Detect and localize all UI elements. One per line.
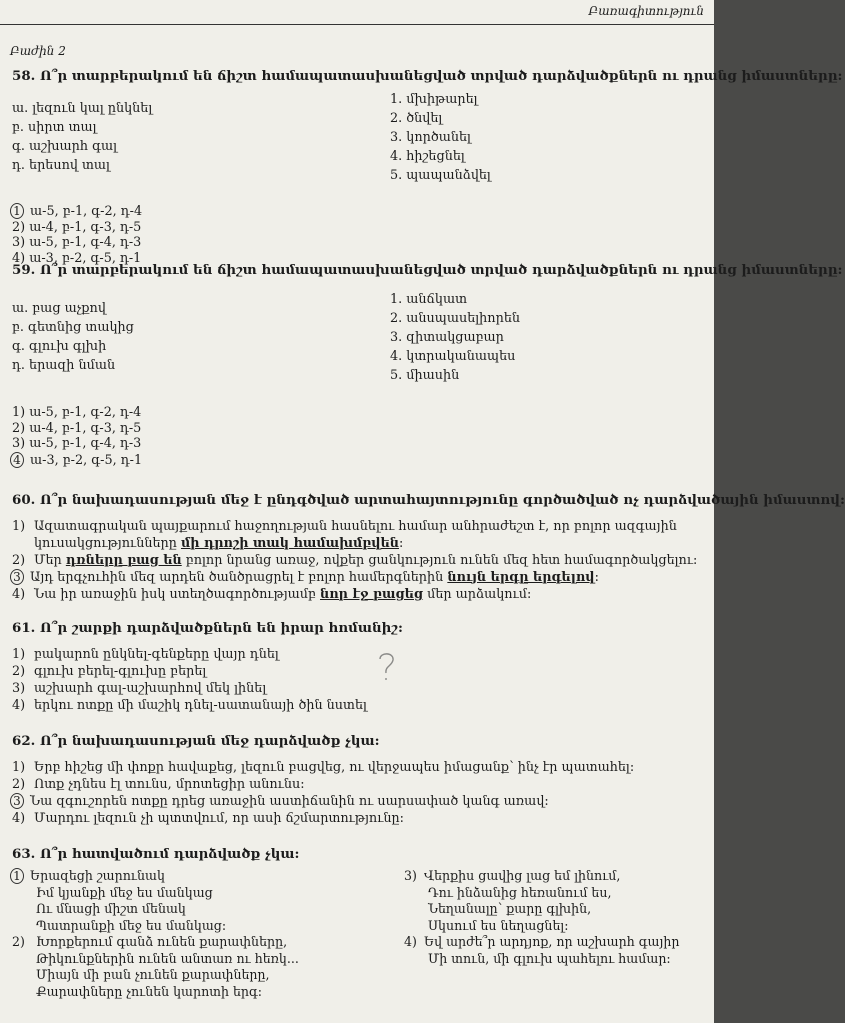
matching-columns [12, 290, 702, 383]
left-item: գ. աշխարհ գալ [12, 139, 118, 154]
right-item: 2. անսպասելիորեն [390, 311, 520, 326]
left-item: բ. սիրտ տալ [12, 120, 97, 135]
right-item: 4. հիշեցնել [390, 149, 465, 164]
question-number: 62. [12, 733, 36, 749]
right-column [390, 290, 520, 385]
circled-mark: 3 [10, 793, 24, 809]
left-item: բ. գետնից տակից [12, 320, 134, 335]
answer-options [12, 759, 702, 827]
answer-option-4[interactable]: 4) Նա իր առաջին իսկ ստեղծագործությամբ նոր էջ բացեց մեր արձակում: [12, 587, 532, 602]
answer-option-1[interactable]: 1) Ազատագրական պայքարում հաջողության հասնելու համար անհրաժեշտ է, որ բոլոր ազգային [12, 519, 677, 534]
left-item: ա. բաց աչքով [12, 301, 106, 316]
matching-columns [12, 90, 702, 183]
answer-option-4[interactable]: 4) Մարդու լեզուն չի պտտվում, որ ասի ճշմարտությունը: [12, 811, 404, 826]
question-text: Ո՞ր շարքի դարձվածքներն են իրար հոմանիշ: [39, 620, 403, 636]
poem-options-right: 3) Վերքիս ցավից լաց եմ լինում, Դու ինձանից հեռանում ես, Նեղանալը՝ քարը գլխին, Սկսում ես նեղացնել: 4) Եվ արժե՞ր արդյոք, որ աշխարհ գայիր Մի տուն, մի գլուխ պահելու համար: [404, 868, 680, 966]
right-item: 2. ծնվել [390, 111, 443, 126]
left-column [12, 90, 702, 175]
answer-option-1[interactable]: 1) Երբ հիշեց մի փոքր հավաքեց, լեզուն բացվեց, ու վերջապես իմացանք՝ ինչ էր պատահել: [12, 760, 635, 775]
answer-option-2[interactable]: 2) ա-4, բ-1, գ-3, դ-5 [12, 219, 142, 235]
left-item: դ. երեսով տալ [12, 158, 110, 173]
page-header-subject: Բառագիտություն [588, 4, 704, 18]
answer-options [12, 518, 702, 603]
answer-option-1[interactable]: 1 Երազեցի շարունակ [12, 868, 299, 885]
right-item: 5. միասին [390, 368, 460, 383]
answer-option-3[interactable]: 3 Այդ երգչուհին մեզ արդեն ծանծրացրել է բոլոր համերգներին նույն երգը երգելով: [12, 569, 702, 586]
poem-options-left: 1 Երազեցի շարունակ Իմ կյանքի մեջ ես մանկաց Ու մնացի միշտ մենակ Պատրանքի մեջ ես մանկաց: 2) Խորքերում գանձ ունեն քարափները, Թիկունքներին ունեն անտառ ու հեռկ... Միայն մի բան չունեն քարափները, Քարափները չունեն կարոտի երգ: [12, 868, 299, 999]
pencil-question-mark-icon [374, 650, 400, 684]
right-item: 1. մխիթարել [390, 92, 478, 107]
question-text: Ո՞ր նախադասության մեջ է ընդգծված արտահայտությունը գործածված ոչ դարձվածային իմաստով: [39, 492, 845, 508]
question-text: Ո՞ր հատվածում դարձվածք չկա: [39, 846, 300, 862]
left-item: դ. երազի նման [12, 358, 116, 373]
answer-option-4[interactable]: 4) Եվ արժե՞ր արդյոք, որ աշխարհ գայիր [404, 934, 680, 949]
answer-option-3[interactable]: 3) ա-5, բ-1, գ-4, դ-3 [12, 235, 142, 250]
answer-option-3[interactable]: 3) Վերքիս ցավից լաց եմ լինում, [404, 868, 621, 883]
question-text: Ո՞ր տարբերակում են ճիշտ համապատասխանեցված տրված դարձվածքներն ու դրանց իմաստները: [39, 68, 843, 84]
answer-option-2[interactable]: 2) Ոտք չդնես էլ տունս, մրոտեցիր անունս: [12, 777, 305, 792]
left-item: գ. գլուխ գլխի [12, 339, 107, 354]
question-59-title [12, 262, 843, 278]
right-item: 3. կործանել [390, 130, 471, 145]
question-61 [12, 620, 702, 714]
answer-option-2[interactable]: 2) Մեր դռները բաց են բոլոր նրանց առաջ, ովքեր ցանկություն ունեն մեզ հետ համագործակցելու: [12, 553, 698, 568]
answer-option-1[interactable]: 1) ա-5, բ-1, գ-2, դ-4 [12, 405, 142, 420]
question-61-title [12, 620, 702, 636]
circled-mark: 1 [10, 868, 24, 884]
right-item: 5. պապանձվել [390, 168, 491, 183]
question-number: 60. [12, 492, 36, 508]
answer-option-2[interactable]: 2) Խորքերում գանձ ունեն քարափները, [12, 934, 288, 949]
right-column [390, 90, 491, 185]
answer-option-4[interactable]: 4) երկու ոտքը մի մաշիկ դնել-սատանայի ծին նստել [12, 698, 367, 713]
header-rule [0, 24, 714, 25]
answer-option-1[interactable]: 1 ա-5, բ-1, գ-2, դ-4 [12, 203, 702, 220]
answer-options [12, 646, 702, 714]
circled-mark: 1 [10, 203, 24, 219]
answer-option-3[interactable]: 3 Նա զգուշորեն ոտքը դրեց առաջին աստիճանին ու սարսափած կանգ առավ: [12, 793, 702, 810]
question-63-title [12, 846, 702, 862]
right-item: 3. զիտակցաբար [390, 330, 504, 345]
question-60 [12, 492, 845, 603]
answer-options [12, 203, 702, 266]
question-58-title [12, 68, 843, 84]
answer-option-4[interactable]: 4 ա-3, բ-2, գ-5, դ-1 [12, 452, 702, 469]
question-number: 58. [12, 68, 36, 84]
answer-option-2[interactable]: 2) ա-4, բ-1, գ-3, դ-5 [12, 420, 142, 436]
question-60-title [12, 492, 845, 508]
question-58 [12, 68, 843, 266]
question-number: 63. [12, 846, 36, 862]
question-text: Ո՞ր նախադասության մեջ դարձվածք չկա: [39, 733, 380, 749]
answer-option-2[interactable]: 2) գլուխ բերել-գլուխը բերել [12, 664, 207, 679]
left-column [12, 290, 702, 375]
question-63 [12, 846, 702, 999]
answer-option-1[interactable]: 1) բակարոն ընկնել-գենքերը վայր դնել [12, 647, 279, 662]
circled-mark: 4 [10, 452, 24, 468]
right-item: 4. կտրականապես [390, 349, 516, 364]
question-text: Ո՞ր տարբերակում են ճիշտ համապատասխանեցված տրված դարձվածքներն ու դրանց իմաստները: [39, 262, 843, 278]
question-number: 61. [12, 620, 36, 636]
left-item: ա. լեզուն կալ ընկնել [12, 101, 153, 116]
question-62-title [12, 733, 702, 749]
circled-mark: 3 [10, 569, 24, 585]
question-59 [12, 262, 843, 468]
answer-option-3[interactable]: 3) աշխարհ գալ-աշխարհով մեկ լինել [12, 681, 267, 696]
question-number: 59. [12, 262, 36, 278]
page-header-part: Բաժին 2 [10, 44, 66, 58]
question-62 [12, 733, 702, 827]
answer-option-4[interactable]: 4) ա-3, բ-2, գ-5, դ-1 [12, 250, 142, 266]
answer-option-1-cont: կուսակցությունները մի դրոշի տակ համախմբվեն: [34, 536, 404, 551]
right-item: 1. անճկատ [390, 292, 467, 307]
answer-option-3[interactable]: 3) ա-5, բ-1, գ-4, դ-3 [12, 436, 142, 451]
answer-options [12, 405, 702, 468]
